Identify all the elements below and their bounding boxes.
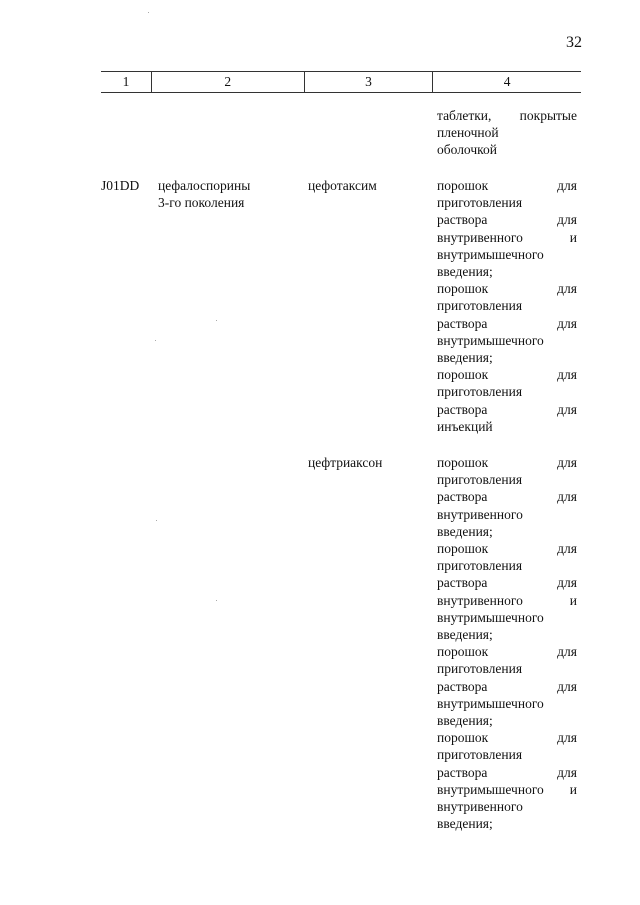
form-line (437, 729, 577, 746)
form-line-text: приготовления (437, 384, 523, 400)
form-line-text: для (557, 212, 577, 228)
form-line (437, 557, 577, 574)
form-line (437, 315, 577, 332)
form-line-text: инъекций (437, 418, 493, 434)
form-line-text: для (557, 281, 577, 297)
form-line (437, 523, 577, 540)
atc-group-name (158, 177, 308, 211)
form-line (437, 506, 577, 523)
form-line-text: введения; (437, 816, 493, 832)
form-line-text: для (557, 367, 577, 383)
scan-artifact (156, 520, 157, 521)
drug-name-ceftriaxone: цефтриаксон (308, 455, 383, 470)
form-line-text: порошок (437, 281, 489, 297)
form-line-text: для (557, 455, 577, 470)
form-line-text: введения; (437, 264, 493, 280)
page-number: 32 (566, 34, 582, 51)
form-line-text: раствора (437, 489, 488, 505)
form-line (437, 107, 577, 124)
form-line (437, 280, 577, 297)
form-line-text: для (557, 730, 577, 746)
form-line-text: внутривенного (437, 592, 523, 608)
form-line-text: для (557, 575, 577, 591)
form-line (437, 660, 577, 677)
form-line (437, 798, 577, 815)
form-line: пленочной (437, 125, 499, 141)
form-line-text: раствора (437, 575, 488, 591)
scan-artifact (155, 340, 156, 341)
form-line (437, 454, 577, 471)
form-line (437, 211, 577, 228)
form-line-text: для (557, 541, 577, 557)
form-line-text: введения; (437, 713, 493, 729)
atc-code: J01DD (101, 178, 140, 193)
group-name-line: 3-го поколения (158, 195, 245, 211)
form-line-text: для (557, 764, 577, 780)
form-line-text: внутримышечного (437, 332, 544, 348)
form-line-text: внутримышечного (437, 246, 544, 262)
column-header-4: 4 (432, 72, 581, 92)
form-line-text: и (569, 781, 577, 797)
form-line-text: для (557, 178, 577, 193)
form-line (437, 764, 577, 781)
form-line-text: для (557, 315, 577, 331)
scan-artifact (148, 12, 149, 13)
form-line-text: и (569, 229, 577, 245)
form-line (437, 177, 577, 194)
form-line-text: порошок (437, 730, 489, 746)
column-header-1: 1 (122, 74, 130, 89)
form-line-text: порошок (437, 455, 489, 470)
form-line (437, 626, 577, 643)
column-header-2: 2 (151, 72, 304, 92)
form-line-text: приготовления (437, 195, 523, 211)
form-line (437, 815, 577, 832)
form-line (437, 246, 577, 263)
form-line (437, 488, 577, 505)
drug-name-cefotaxime: цефотаксим (308, 178, 377, 193)
form-line (437, 401, 577, 418)
form-line-text: внутривенного (437, 799, 523, 815)
form-line (437, 746, 577, 763)
form-line-text: раствора (437, 764, 488, 780)
form-line-text: и (569, 592, 577, 608)
form-line-text: приготовления (437, 747, 523, 763)
form-line-text: внутримышечного (437, 609, 544, 625)
form-line-text: таблетки, (437, 108, 492, 123)
form-line-text: раствора (437, 315, 488, 331)
form-line-text: порошок (437, 178, 489, 193)
form-line-text: раствора (437, 212, 488, 228)
form-line-text: покрытые (519, 108, 577, 123)
form-line (437, 418, 577, 435)
table-header (101, 71, 581, 93)
form-line (437, 592, 577, 609)
form-line-text: раствора (437, 401, 488, 417)
form-line-text: для (557, 644, 577, 660)
form-line (437, 194, 577, 211)
form-line-text: приготовления (437, 661, 523, 677)
scan-artifact (216, 320, 217, 321)
form-line-text: приготовления (437, 298, 523, 314)
form-line (437, 229, 577, 246)
form-line (437, 366, 577, 383)
form-line (437, 695, 577, 712)
form-line-text: для (557, 401, 577, 417)
form-line (437, 471, 577, 488)
form-line-text: порошок (437, 367, 489, 383)
scan-artifact (216, 600, 217, 601)
form-line (437, 712, 577, 729)
form-line-text: внутримышечного (437, 695, 544, 711)
form-line (437, 383, 577, 400)
form-line-text: раствора (437, 678, 488, 694)
form-line-text: для (557, 489, 577, 505)
form-line (437, 297, 577, 314)
form-line-text: введения; (437, 523, 493, 539)
dosage-forms-cefotaxime (437, 177, 578, 435)
form-line (437, 349, 577, 366)
form-line-text: внутримышечного (437, 781, 544, 797)
form-line-text: для (557, 678, 577, 694)
form-line (437, 643, 577, 660)
form-line (437, 781, 577, 798)
dosage-form-continuation (437, 107, 578, 159)
column-header-3: 3 (304, 72, 433, 92)
form-line: оболочкой (437, 142, 497, 158)
form-line (437, 263, 577, 280)
form-line (437, 540, 577, 557)
dosage-forms-ceftriaxone (437, 454, 578, 832)
form-line (437, 678, 577, 695)
form-line-text: порошок (437, 541, 489, 557)
group-name-line: цефалоспорины (158, 178, 251, 193)
form-line (437, 574, 577, 591)
form-line (437, 609, 577, 626)
form-line-text: введения; (437, 350, 493, 366)
form-line-text: внутривенного (437, 229, 523, 245)
form-line (437, 332, 577, 349)
form-line-text: приготовления (437, 558, 523, 574)
form-line-text: введения; (437, 627, 493, 643)
form-line-text: внутривенного (437, 506, 523, 522)
form-line-text: порошок (437, 644, 489, 660)
form-line-text: приготовления (437, 472, 523, 488)
